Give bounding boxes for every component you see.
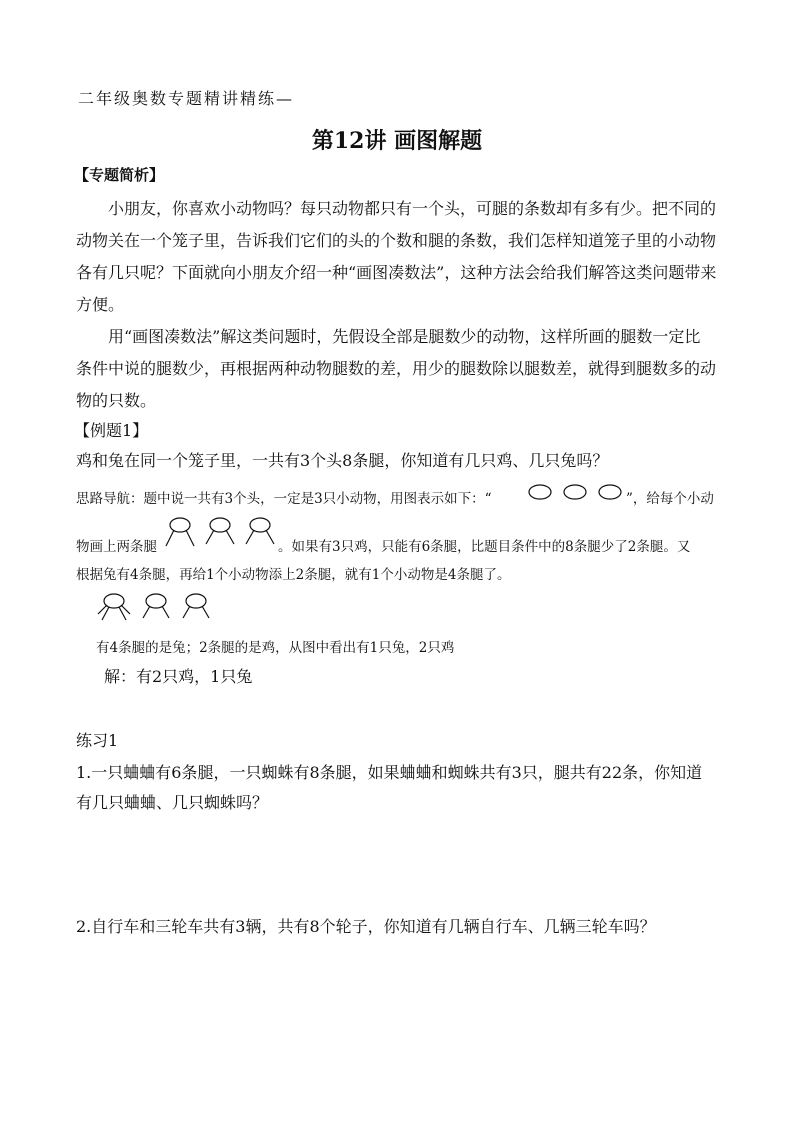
intro-para1-line2: 动物关在一个笼子里，告诉我们它们的头的个数和腿的条数，我们怎样知道笼子里的小动物 [76, 231, 717, 250]
intro-para2-line3: 物的只数。 [76, 391, 157, 410]
example-question: 鸡和兔在同一个笼子里，一共有3个头8条腿，你知道有几只鸡、几只兔吗？ [76, 451, 609, 470]
intro-para1-line4: 方便。 [76, 295, 125, 314]
example-label: 【例题1】 [74, 421, 149, 440]
intro-para1-line1: 小朋友，你喜欢小动物吗？每只动物都只有一个头，可腿的条数却有多有少。把不同的 [76, 199, 717, 218]
example-answer: 解：有2只鸡，1只兔 [104, 667, 253, 686]
page-title: 第12讲 画图解题 [311, 128, 483, 154]
hint-line2-start: 物画上两条腿 [76, 539, 157, 555]
practice-q1-line1: 1.一只蛐蛐有6条腿，一只蜘蛛有8条腿，如果蛐蛐和蜘蛛共有3只，腿共有22条，你知道 [76, 763, 703, 782]
practice-q1-line2: 有几只蛐蛐、几只蜘蛛吗？ [76, 793, 269, 812]
two-legged-animals-figure [164, 516, 276, 550]
three-heads-figure [528, 482, 624, 502]
chicken-rabbit-figure [96, 592, 216, 626]
intro-para1-line3: 各有几只呢？下面就向小朋友介绍一种“画图凑数法”，这种方法会给我们解答这类问题带来 [76, 263, 717, 282]
hint-line2-end: 。如果有3只鸡，只能有6条腿，比题目条件中的8条腿少了2条腿。又 [278, 539, 691, 555]
practice-label: 练习1 [76, 731, 119, 750]
intro-para2-line1: 用“画图凑数法”解这类问题时，先假设全部是腿数少的动物，这样所画的腿数一定比 [76, 327, 701, 346]
practice-q2: 2.自行车和三轮车共有3辆，共有8个轮子，你知道有几辆自行车、几辆三轮车吗？ [76, 917, 656, 936]
hint-line3: 根据兔有4条腿，再给1个小动物添上2条腿，就有1个小动物是4条腿了。 [76, 567, 511, 583]
hint-line1-end: ”，给每个小动 [626, 491, 714, 507]
hint-line1-start: 思路导航：题中说一共有3个头，一定是3只小动物，用图表示如下：“ [76, 491, 492, 507]
example-conclusion: 有4条腿的是兔；2条腿的是鸡，从图中看出有1只兔，2只鸡 [96, 640, 455, 656]
series-title: 二年级奥数专题精讲精练— [78, 89, 295, 108]
section-label-intro: 【专题简析】 [74, 166, 165, 184]
intro-para2-line2: 条件中说的腿数少，再根据两种动物腿数的差，用少的腿数除以腿数差，就得到腿数多的动 [76, 359, 717, 378]
